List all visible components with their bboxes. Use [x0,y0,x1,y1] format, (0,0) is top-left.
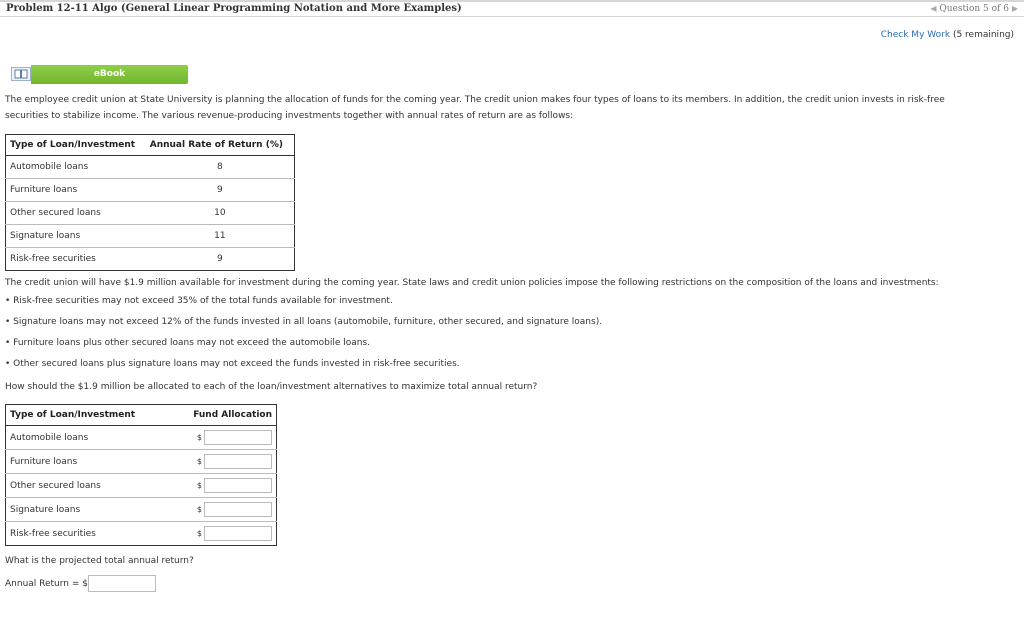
annual-return-row [5,575,156,592]
rates-table [5,134,295,271]
ebook-button[interactable]: eBook [31,65,188,84]
table-row [6,179,295,202]
signature-allocation-input[interactable] [204,502,272,517]
rate-value: 10 [146,202,295,225]
currency-symbol: $ [196,457,202,466]
table-row [6,225,295,248]
loan-type: Risk-free securities [10,254,96,264]
attempts-remaining: (5 remaining) [952,30,1014,40]
rate-value: 8 [146,156,295,179]
rates-header-type: Type of Loan/Investment [6,135,146,156]
question-nav[interactable] [930,4,1018,14]
table-row [6,248,295,271]
rates-header-rate: Annual Rate of Return (%) [146,135,295,156]
next-question-icon[interactable]: ▶ [1011,4,1018,13]
allocation-question: How should the $1.9 million be allocated to each of the loan/investment alternatives to maximize total annual return? [5,382,538,392]
intro-line-1: The employee credit union at State University is planning the allocation of funds for the coming year. The credit union makes four types of loans to its members. In addition, the credit union invests in risk-free [5,95,945,105]
table-row [6,522,277,546]
table-row [6,450,277,474]
currency-symbol: $ [196,529,202,538]
intro-line-2: securities to stabilize income. The various revenue-producing investments together with annual rates of return are as follows: [5,111,574,121]
annual-return-input[interactable] [88,575,156,592]
question-nav-label: Question 5 of 6 [939,4,1009,14]
loan-type: Signature loans [6,225,146,248]
currency-symbol: $ [82,579,89,589]
problem-title: Problem 12-11 Algo (General Linear Programming Notation and More Examples) [6,3,462,14]
constraint-item: • Signature loans may not exceed 12% of the funds invested in all loans (automobile, furniture, other secured, and signature loans). [5,317,603,327]
currency-symbol: $ [196,481,202,490]
currency-symbol: $ [196,433,202,442]
table-row [6,156,295,179]
allocation-table [5,404,277,546]
other-secured-allocation-input[interactable] [204,478,272,493]
table-row [6,202,295,225]
loan-type: Risk-free securities [10,528,96,539]
loan-type: Furniture loans [6,179,146,202]
constraint-item: • Furniture loans plus other secured loans may not exceed the automobile loans. [5,338,371,348]
table-row [6,426,277,450]
rate-value: 9 [217,254,223,264]
furniture-allocation-input[interactable] [204,454,272,469]
constraint-item: • Other secured loans plus signature loans may not exceed the funds invested in risk-free securities. [5,359,460,369]
loan-type: Other secured loans [6,202,146,225]
return-question: What is the projected total annual return? [5,556,194,566]
annual-return-label: Annual Return = [5,579,80,589]
intro-paragraph [5,92,945,124]
constraints-intro: The credit union will have $1.9 million available for investment during the coming year. State laws and credit union policies impose the following restrictions on the composition of the loans and investments: [5,278,939,288]
check-my-work-link[interactable]: Check My Work [880,30,951,40]
book-icon[interactable] [11,67,31,81]
prev-question-icon[interactable]: ◀ [930,4,937,13]
constraint-item: • Risk-free securities may not exceed 35% of the total funds available for investment. [5,296,393,306]
alloc-header-allocation: Fund Allocation [169,405,276,426]
risk-free-allocation-input[interactable] [204,526,272,541]
check-my-work [881,30,1014,40]
alloc-header-type: Type of Loan/Investment [6,405,170,426]
automobile-allocation-input[interactable] [204,430,272,445]
rate-value: 9 [146,179,295,202]
top-bar [0,0,1024,17]
currency-symbol: $ [196,505,202,514]
table-row [6,474,277,498]
rate-value: 11 [146,225,295,248]
table-row [6,498,277,522]
loan-type: Signature loans [6,498,170,522]
loan-type: Other secured loans [6,474,170,498]
loan-type: Automobile loans [6,156,146,179]
loan-type: Automobile loans [6,426,170,450]
loan-type: Furniture loans [6,450,170,474]
